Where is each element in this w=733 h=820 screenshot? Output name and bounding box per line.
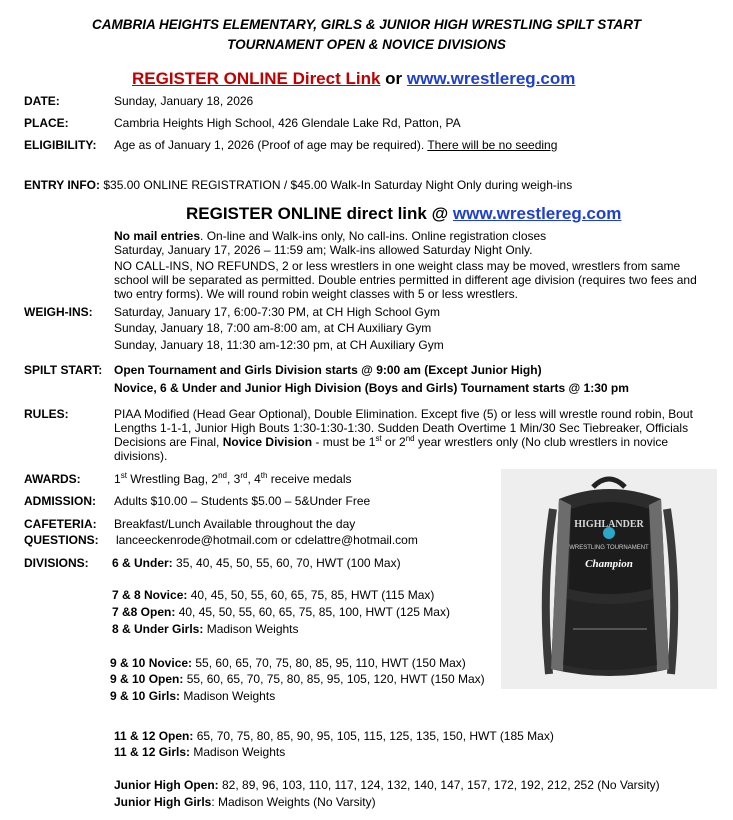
division-name: 7 &8 Open: <box>112 605 176 619</box>
awards-s2: nd <box>218 471 227 480</box>
division-weights: Madison Weights <box>190 745 286 759</box>
division-name: 6 & Under: <box>112 556 173 570</box>
eligibility-text: Age as of January 1, 2026 (Proof of age may be required). <box>114 138 428 152</box>
rules-part-2: - must be 1 <box>312 435 376 449</box>
wrestling-bag-photo <box>501 469 717 689</box>
division-weights: 65, 70, 75, 80, 85, 90, 95, 105, 115, 125, 135, 150, HWT (185 Max) <box>193 729 554 743</box>
eligibility-label: ELIGIBILITY: <box>24 138 97 152</box>
place-value: Cambria Heights High School, 426 Glendale Lake Rd, Patton, PA <box>114 116 461 130</box>
cafeteria-value: Breakfast/Lunch Available throughout the day <box>114 517 356 531</box>
division-name: 9 & 10 Girls: <box>110 689 181 703</box>
division-8-under-girls <box>112 622 299 636</box>
bag-lower-pocket <box>563 599 657 670</box>
admission-label: ADMISSION: <box>24 494 96 508</box>
weighins-label: WEIGH-INS: <box>24 305 93 319</box>
division-weights: 40, 45, 50, 55, 60, 65, 75, 85, 100, HWT (125 Max) <box>175 605 450 619</box>
entry-label: ENTRY INFO: <box>24 178 101 192</box>
weighin-line-1: Saturday, January 17, 6:00-7:30 PM, at CH High School Gym <box>114 305 440 319</box>
place-label: PLACE: <box>24 116 69 130</box>
rules-sup-1: st <box>375 434 382 443</box>
division-name: Junior High Girls <box>114 795 212 809</box>
division-weights: 40, 45, 50, 55, 60, 65, 75, 85, HWT (115 Max) <box>187 588 435 602</box>
register-or: or <box>380 69 407 88</box>
rules-part-3: or 2 <box>381 435 406 449</box>
notes-paragraph: NO CALL-INS, NO REFUNDS, 2 or less wrestlers in one weight class may be moved, wrestlers from same school will be separated as permitted. Double entries permitted in different age division (requires two fees and two entry forms). We will round robin weight classes with 5 or less wrestlers. <box>114 259 697 301</box>
rules-part-1: PIAA Modified (Head Gear Optional), Double Elimination. Except five (5) or less will wrestle round robin, Bout Lengths 1-1-1, Junior High Bouts 1:30-1:30-1:30. Sudden Death Overtime 1 Min/30 Sec Tiebreaker, Officials Decisions are Final, <box>114 407 693 449</box>
admission-value: Adults $10.00 – Students $5.00 – 5&Under Free <box>114 494 371 508</box>
questions-value[interactable]: lanceeckenrode@hotmail.com or cdelattre@hotmail.com <box>116 533 418 547</box>
weighin-line-2: Sunday, January 18, 7:00 am-8:00 am, at CH Auxiliary Gym <box>114 321 432 335</box>
entry-value: $35.00 ONLINE REGISTRATION / $45.00 Walk-In Saturday Night Only during weigh-ins <box>100 178 573 192</box>
rules-novice: Novice Division <box>222 435 313 449</box>
division-name: 9 & 10 Novice: <box>110 656 193 670</box>
divisions-label: DIVISIONS: <box>24 556 89 570</box>
rules-text <box>114 407 712 463</box>
division-6-under <box>112 556 401 570</box>
backpack-image <box>501 469 717 689</box>
division-9-10-girls <box>110 689 275 703</box>
division-weights: Madison Weights <box>203 622 299 636</box>
rules-sup-2: nd <box>405 434 415 443</box>
date-label: DATE: <box>24 94 60 108</box>
division-9-10-novice <box>110 656 466 670</box>
division-11-12-girls <box>114 745 285 759</box>
division-name: 7 & 8 Novice: <box>112 588 188 602</box>
division-weights: 82, 89, 96, 103, 110, 117, 124, 132, 140, 147, 157, 172, 192, 212, 252 (No Varsity) <box>218 778 660 792</box>
division-7-8-novice <box>112 588 434 602</box>
division-weights: 35, 40, 45, 50, 55, 60, 70, HWT (100 Max) <box>172 556 401 570</box>
wrestlereg-link-top[interactable]: www.wrestlereg.com <box>406 69 576 88</box>
awards-s4: th <box>260 471 268 480</box>
register-mid <box>186 205 621 223</box>
notes-line1-rest: . On-line and Walk-ins only, No call-ins. Online registration closes <box>200 229 547 243</box>
division-name: 8 & Under Girls: <box>112 622 204 636</box>
wrestlereg-link-mid[interactable]: www.wrestlereg.com <box>452 204 622 223</box>
questions-label: QUESTIONS: <box>24 533 99 547</box>
title-line-2: TOURNAMENT OPEN & NOVICE DIVISIONS <box>227 37 506 52</box>
awards-label: AWARDS: <box>24 472 81 486</box>
division-11-12-open <box>114 729 554 743</box>
cafeteria-label: CAFETERIA: <box>24 517 97 531</box>
register-top <box>132 70 575 88</box>
division-name: Junior High Open: <box>114 778 219 792</box>
division-name: 9 & 10 Open: <box>110 672 184 686</box>
bag-sub-text: WRESTLING TOURNAMENT <box>569 545 649 551</box>
eligibility-note: There will be no seeding <box>427 138 558 152</box>
awards-t4: receive medals <box>267 472 352 486</box>
division-7-8-open <box>112 605 450 619</box>
awards-value <box>114 472 352 486</box>
awards-n1: 1 <box>114 472 121 486</box>
awards-s1: st <box>120 471 127 480</box>
split-line-2: Novice, 6 & Under and Junior High Division (Boys and Girls) Tournament starts @ 1:30 pm <box>114 381 629 395</box>
division-name: 11 & 12 Girls: <box>114 745 191 759</box>
bag-brand-text: HIGHLANDER <box>574 519 644 530</box>
register-mid-text: REGISTER ONLINE direct link @ <box>186 204 453 223</box>
awards-s3: rd <box>240 471 248 480</box>
rules-label: RULES: <box>24 407 69 421</box>
division-weights: Madison Weights <box>180 689 276 703</box>
no-mail-entries: No mail entries <box>114 229 201 243</box>
rules-part-4: year wrestlers only (No club wrestlers in novice divisions). <box>114 435 669 463</box>
awards-t2: , 3 <box>226 472 241 486</box>
division-name: 11 & 12 Open: <box>114 729 194 743</box>
division-9-10-open <box>110 672 485 686</box>
notes-line-1 <box>114 229 546 243</box>
awards-t1: Wrestling Bag, 2 <box>126 472 219 486</box>
eligibility-value <box>114 138 557 152</box>
division-jh-girls <box>114 795 376 809</box>
division-weights: : Madison Weights (No Varsity) <box>211 795 376 809</box>
awards-t3: , 4 <box>247 472 261 486</box>
division-jh-open <box>114 778 660 792</box>
division-weights: 55, 60, 65, 70, 75, 80, 85, 95, 105, 120, HWT (150 Max) <box>183 672 485 686</box>
date-value: Sunday, January 18, 2026 <box>114 94 254 108</box>
entry-info <box>24 178 572 192</box>
split-label: SPILT START: <box>24 363 103 377</box>
split-line-1: Open Tournament and Girls Division starts @ 9:00 am (Except Junior High) <box>114 363 542 377</box>
bag-champion-text: Champion <box>585 558 633 570</box>
register-direct-link[interactable]: REGISTER ONLINE Direct Link <box>132 69 381 88</box>
title-line-1: CAMBRIA HEIGHTS ELEMENTARY, GIRLS & JUNIOR HIGH WRESTLING SPILT START <box>91 17 642 32</box>
division-weights: 55, 60, 65, 70, 75, 80, 85, 95, 110, HWT (150 Max) <box>192 656 466 670</box>
notes-line-2: Saturday, January 17, 2026 – 11:59 am; Walk-ins allowed Saturday Night Only. <box>114 243 533 257</box>
weighin-line-3: Sunday, January 18, 11:30 am-12:30 pm, at CH Auxiliary Gym <box>114 338 444 352</box>
